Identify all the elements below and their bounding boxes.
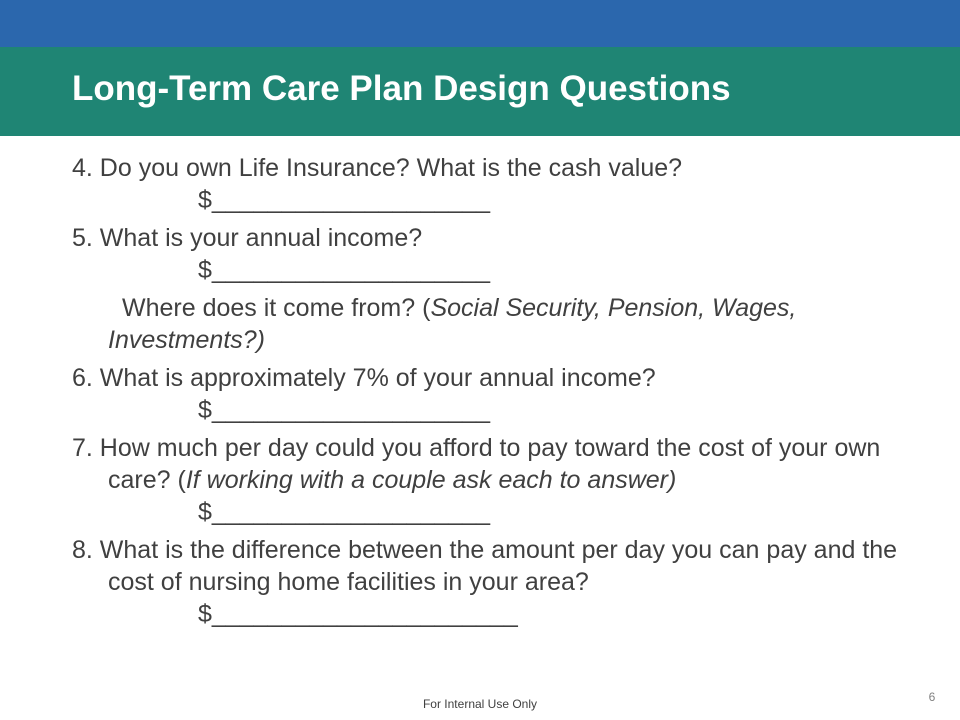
- question-6: 6. What is approximately 7% of your annual income?: [72, 364, 656, 392]
- question-7-text: 7. How much per day could you afford to pay toward the cost of your own care? (: [72, 434, 881, 494]
- answer-blank-5: $____________________: [198, 256, 490, 284]
- answer-blank-7: $____________________: [198, 498, 490, 526]
- top-accent-band: [0, 0, 960, 47]
- question-7-italic: If working with a couple ask each to answer): [185, 466, 677, 494]
- question-4: 4. Do you own Life Insurance? What is the cash value?: [72, 154, 683, 182]
- page-number: 6: [928, 690, 936, 704]
- slide-content: [72, 152, 932, 636]
- subquestion-italic: Social Security, Pension, Wages, Investments?): [108, 294, 797, 354]
- slide-title: Long-Term Care Plan Design Questions: [72, 69, 731, 108]
- question-8: 8. What is the difference between the amount per day you can pay and the cost of nursing home facilities in your area?: [72, 536, 898, 596]
- answer-blank-6: $____________________: [198, 396, 490, 424]
- subquestion-prefix: Where does it come from? (: [122, 294, 431, 322]
- question-7: [72, 432, 932, 496]
- footer-text: For Internal Use Only: [422, 697, 538, 711]
- answer-blank-8: $______________________: [198, 600, 518, 628]
- question-5-subquestion: [72, 292, 932, 356]
- question-5: 5. What is your annual income?: [72, 224, 423, 252]
- answer-blank-4: $____________________: [198, 186, 490, 214]
